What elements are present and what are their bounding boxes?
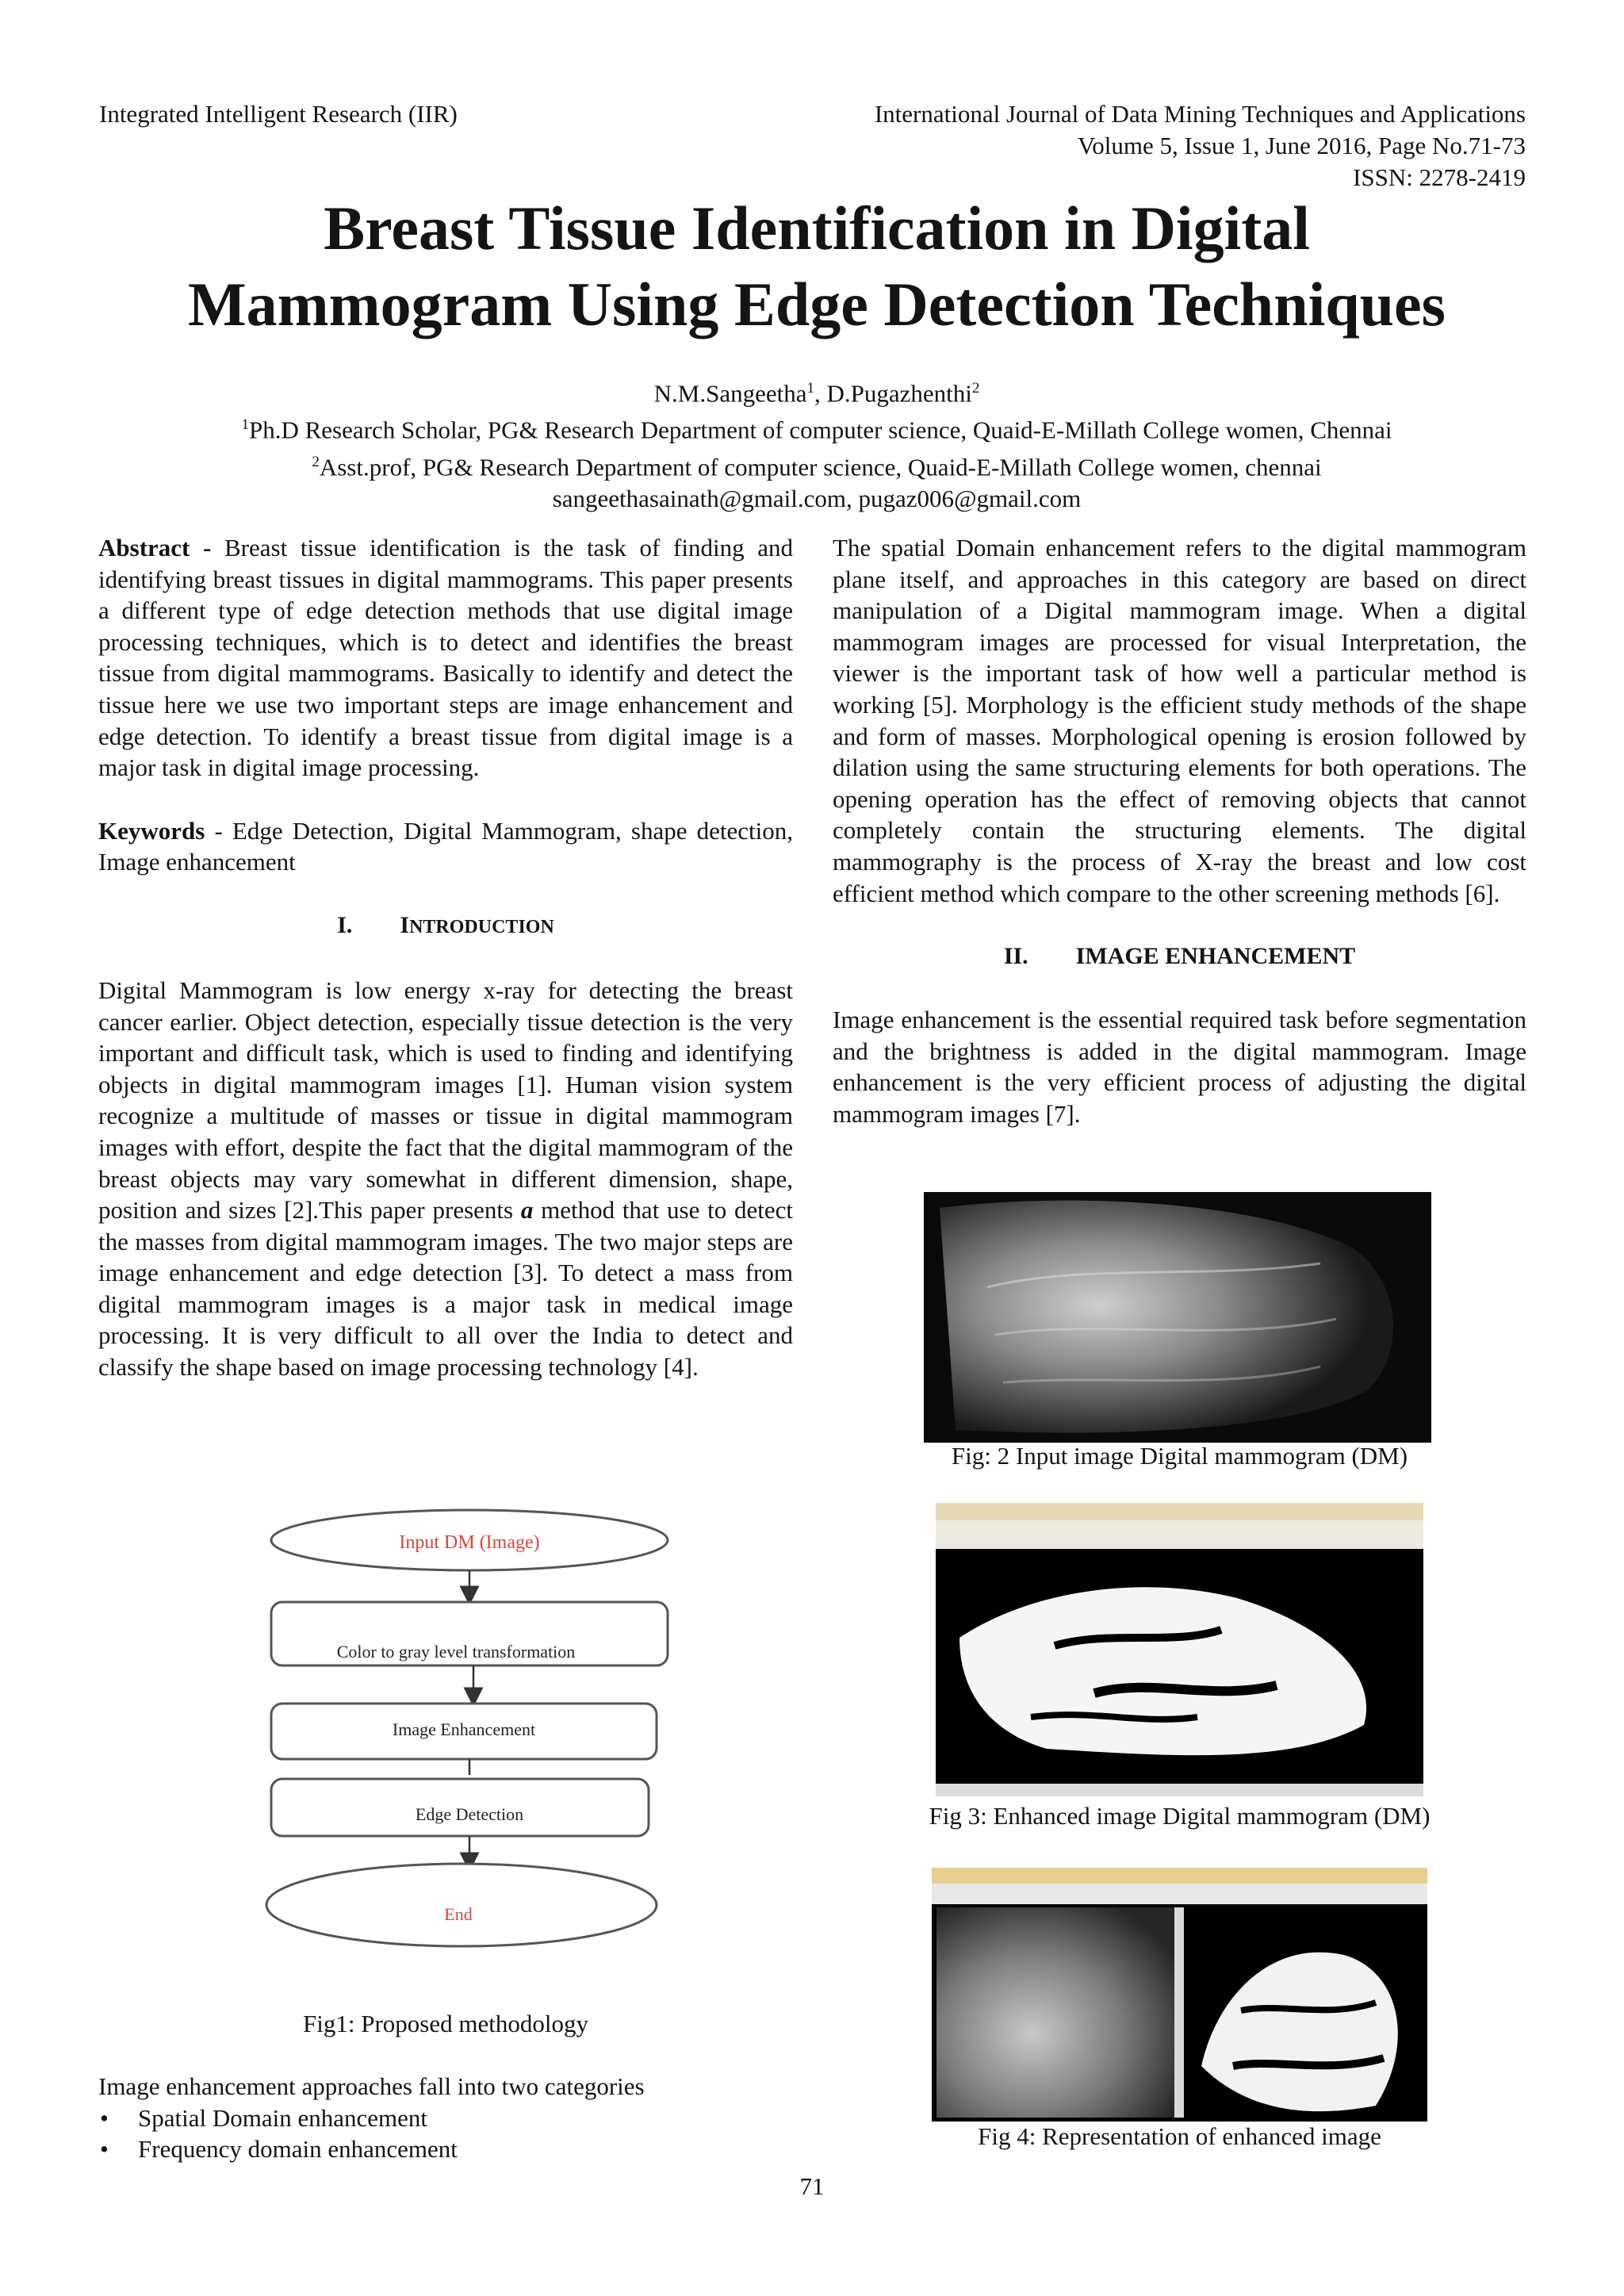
keywords-text: - Edge Detection, Digital Mammogram, shape detection, Image enhancement bbox=[98, 816, 793, 876]
author-2: D.Pugazhenthi bbox=[826, 379, 972, 408]
intro-emphasis: a bbox=[520, 1196, 534, 1225]
mammogram-image bbox=[924, 1192, 1431, 1443]
author-names bbox=[71, 373, 1562, 409]
journal-volume: Volume 5, Issue 1, June 2016, Page No.71-73 bbox=[1077, 132, 1526, 159]
flow-step-edge: Edge Detection bbox=[415, 1804, 524, 1824]
intro-text-2: method that use to detect the masses from digital mammogram images. The two major steps are image enhancement and edge detection [3]. To detect a mass from digital mammogram images is a major task in medical image processing. It is very difficult to all over the India to detect and classify the shape based on image processing technology [4]. bbox=[98, 1196, 793, 1382]
enhanced-image bbox=[936, 1503, 1423, 1796]
paper-title bbox=[71, 190, 1562, 343]
title-line-1: Breast Tissue Identification in Digital bbox=[324, 194, 1310, 263]
list-item: • Spatial Domain enhancement bbox=[98, 2102, 793, 2134]
spatial-domain-paragraph: The spatial Domain enhancement refers to the digital mammogram plane itself, and approaches in this category are based on direct manipulation of a Digital mammogram image. When a digital mammogram images are processed for visual Interpretation, the viewer is the important task of how well a particular method is working [5]. Morphology is the efficient study methods of the shape and form of masses. Morphological opening is erosion followed by dilation using the same structuring elements for both operations. The opening operation has the effect of removing objects that cannot completely contain the structuring elements. The digital mammography is the process of X-ray the breast and low cost efficient method which compare to the other screening methods [6]. bbox=[833, 534, 1526, 907]
author-block bbox=[71, 373, 1562, 515]
journal-right-header bbox=[875, 98, 1526, 194]
section-1-heading bbox=[98, 910, 793, 943]
abstract-label: Abstract - bbox=[98, 534, 212, 562]
fig3-enhanced-mammogram bbox=[936, 1503, 1423, 1796]
fig3-caption: Fig 3: Enhanced image Digital mammogram (DM) bbox=[929, 1802, 1431, 1830]
section-2-number: II. bbox=[1003, 943, 1028, 970]
list-item: • Frequency domain enhancement bbox=[98, 2133, 793, 2165]
enhancement-paragraph: Image enhancement is the essential required task before segmentation and the brightness is added in the digital mammogram. Image enhancement is the very efficient process of adjusting the digital mammogram images [7]. bbox=[833, 1006, 1526, 1128]
affiliation-2-text: Asst.prof, PG& Research Department of computer science, Quaid-E-Millath College women, chennai bbox=[319, 452, 1322, 481]
intro-text-1: Digital Mammogram is low energy x-ray for detecting the breast cancer earlier. Object detection, especially tissue detection is the very important and difficult task, which is used to finding and identifying objects in digital mammogram images [1]. Human vision system recognize a multitude of masses or tissue in digital mammogram images with effort, despite the fact that the digital mammogram of the breast objects may vary somewhat in different dimension, shape, position and sizes [2].This paper presents bbox=[98, 976, 793, 1225]
keywords bbox=[98, 815, 793, 878]
flow-step-enhance: Image Enhancement bbox=[392, 1719, 536, 1739]
methodology-flowchart bbox=[254, 1507, 698, 1991]
title-line-2: Mammogram Using Edge Detection Techniques bbox=[188, 270, 1446, 339]
journal-issn: ISSN: 2278-2419 bbox=[1353, 163, 1526, 191]
fig2-caption: Fig: 2 Input image Digital mammogram (DM) bbox=[951, 1442, 1408, 1470]
page-number: 71 bbox=[799, 2172, 825, 2200]
fig4-enhanced-representation bbox=[932, 1868, 1427, 2122]
affiliation-1 bbox=[71, 409, 1562, 446]
fig1-caption: Fig1: Proposed methodology bbox=[303, 2010, 588, 2037]
abstract-text: Breast tissue identification is the task of finding and identifying breast tissues in digital mammograms. This paper presents a different type of edge detection methods that use digital image processing techniques, which is to detect and identifies the breast tissue from digital mammograms. Basically to identify and detect the tissue here we use two important steps are image enhancement and edge detection. To identify a breast tissue from digital image is a major task in digital image processing. bbox=[98, 534, 793, 782]
journal-name: International Journal of Data Mining Techniques and Applications bbox=[874, 100, 1526, 128]
fig4-caption: Fig 4: Representation of enhanced image bbox=[978, 2122, 1381, 2150]
intro-paragraph bbox=[98, 975, 793, 1383]
affiliation-1-sup: 1 bbox=[241, 416, 249, 434]
affiliation-1-text: Ph.D Research Scholar, PG& Research Department of computer science, Quaid-E-Millath College women, Chennai bbox=[248, 416, 1392, 444]
affiliation-2 bbox=[71, 447, 1562, 483]
right-column bbox=[833, 532, 1526, 1130]
affiliation-2-sup: 2 bbox=[312, 453, 320, 470]
journal-left-header: Integrated Intelligent Research (IIR) bbox=[99, 100, 458, 128]
author-2-sup: 2 bbox=[971, 380, 980, 397]
fig2-input-mammogram bbox=[924, 1192, 1431, 1443]
flow-step-end: End bbox=[444, 1904, 473, 1924]
approaches-block bbox=[98, 2071, 793, 2165]
section-1-number: I. bbox=[337, 911, 353, 938]
section-2-heading bbox=[833, 941, 1526, 972]
approaches-list bbox=[98, 2102, 793, 2165]
flow-step-gray: Color to gray level transformation bbox=[336, 1642, 576, 1662]
author-1: N.M.Sangeetha bbox=[653, 379, 807, 408]
section-1-title-first: I bbox=[400, 911, 410, 938]
approaches-intro: Image enhancement approaches fall into two categories bbox=[98, 2072, 645, 2100]
section-1-title-rest: NTRODUCTION bbox=[409, 916, 554, 937]
author-1-sup: 1 bbox=[806, 380, 814, 397]
abstract bbox=[98, 532, 793, 784]
author-separator: , bbox=[814, 379, 827, 408]
comparison-images bbox=[932, 1868, 1427, 2122]
keywords-label: Keywords bbox=[98, 816, 205, 845]
left-column bbox=[98, 532, 793, 1383]
author-emails: sangeethasainath@gmail.com, pugaz006@gmail.com bbox=[552, 484, 1082, 512]
section-2-title: IMAGE ENHANCEMENT bbox=[1075, 943, 1356, 970]
flow-step-input: Input DM (Image) bbox=[399, 1532, 540, 1553]
